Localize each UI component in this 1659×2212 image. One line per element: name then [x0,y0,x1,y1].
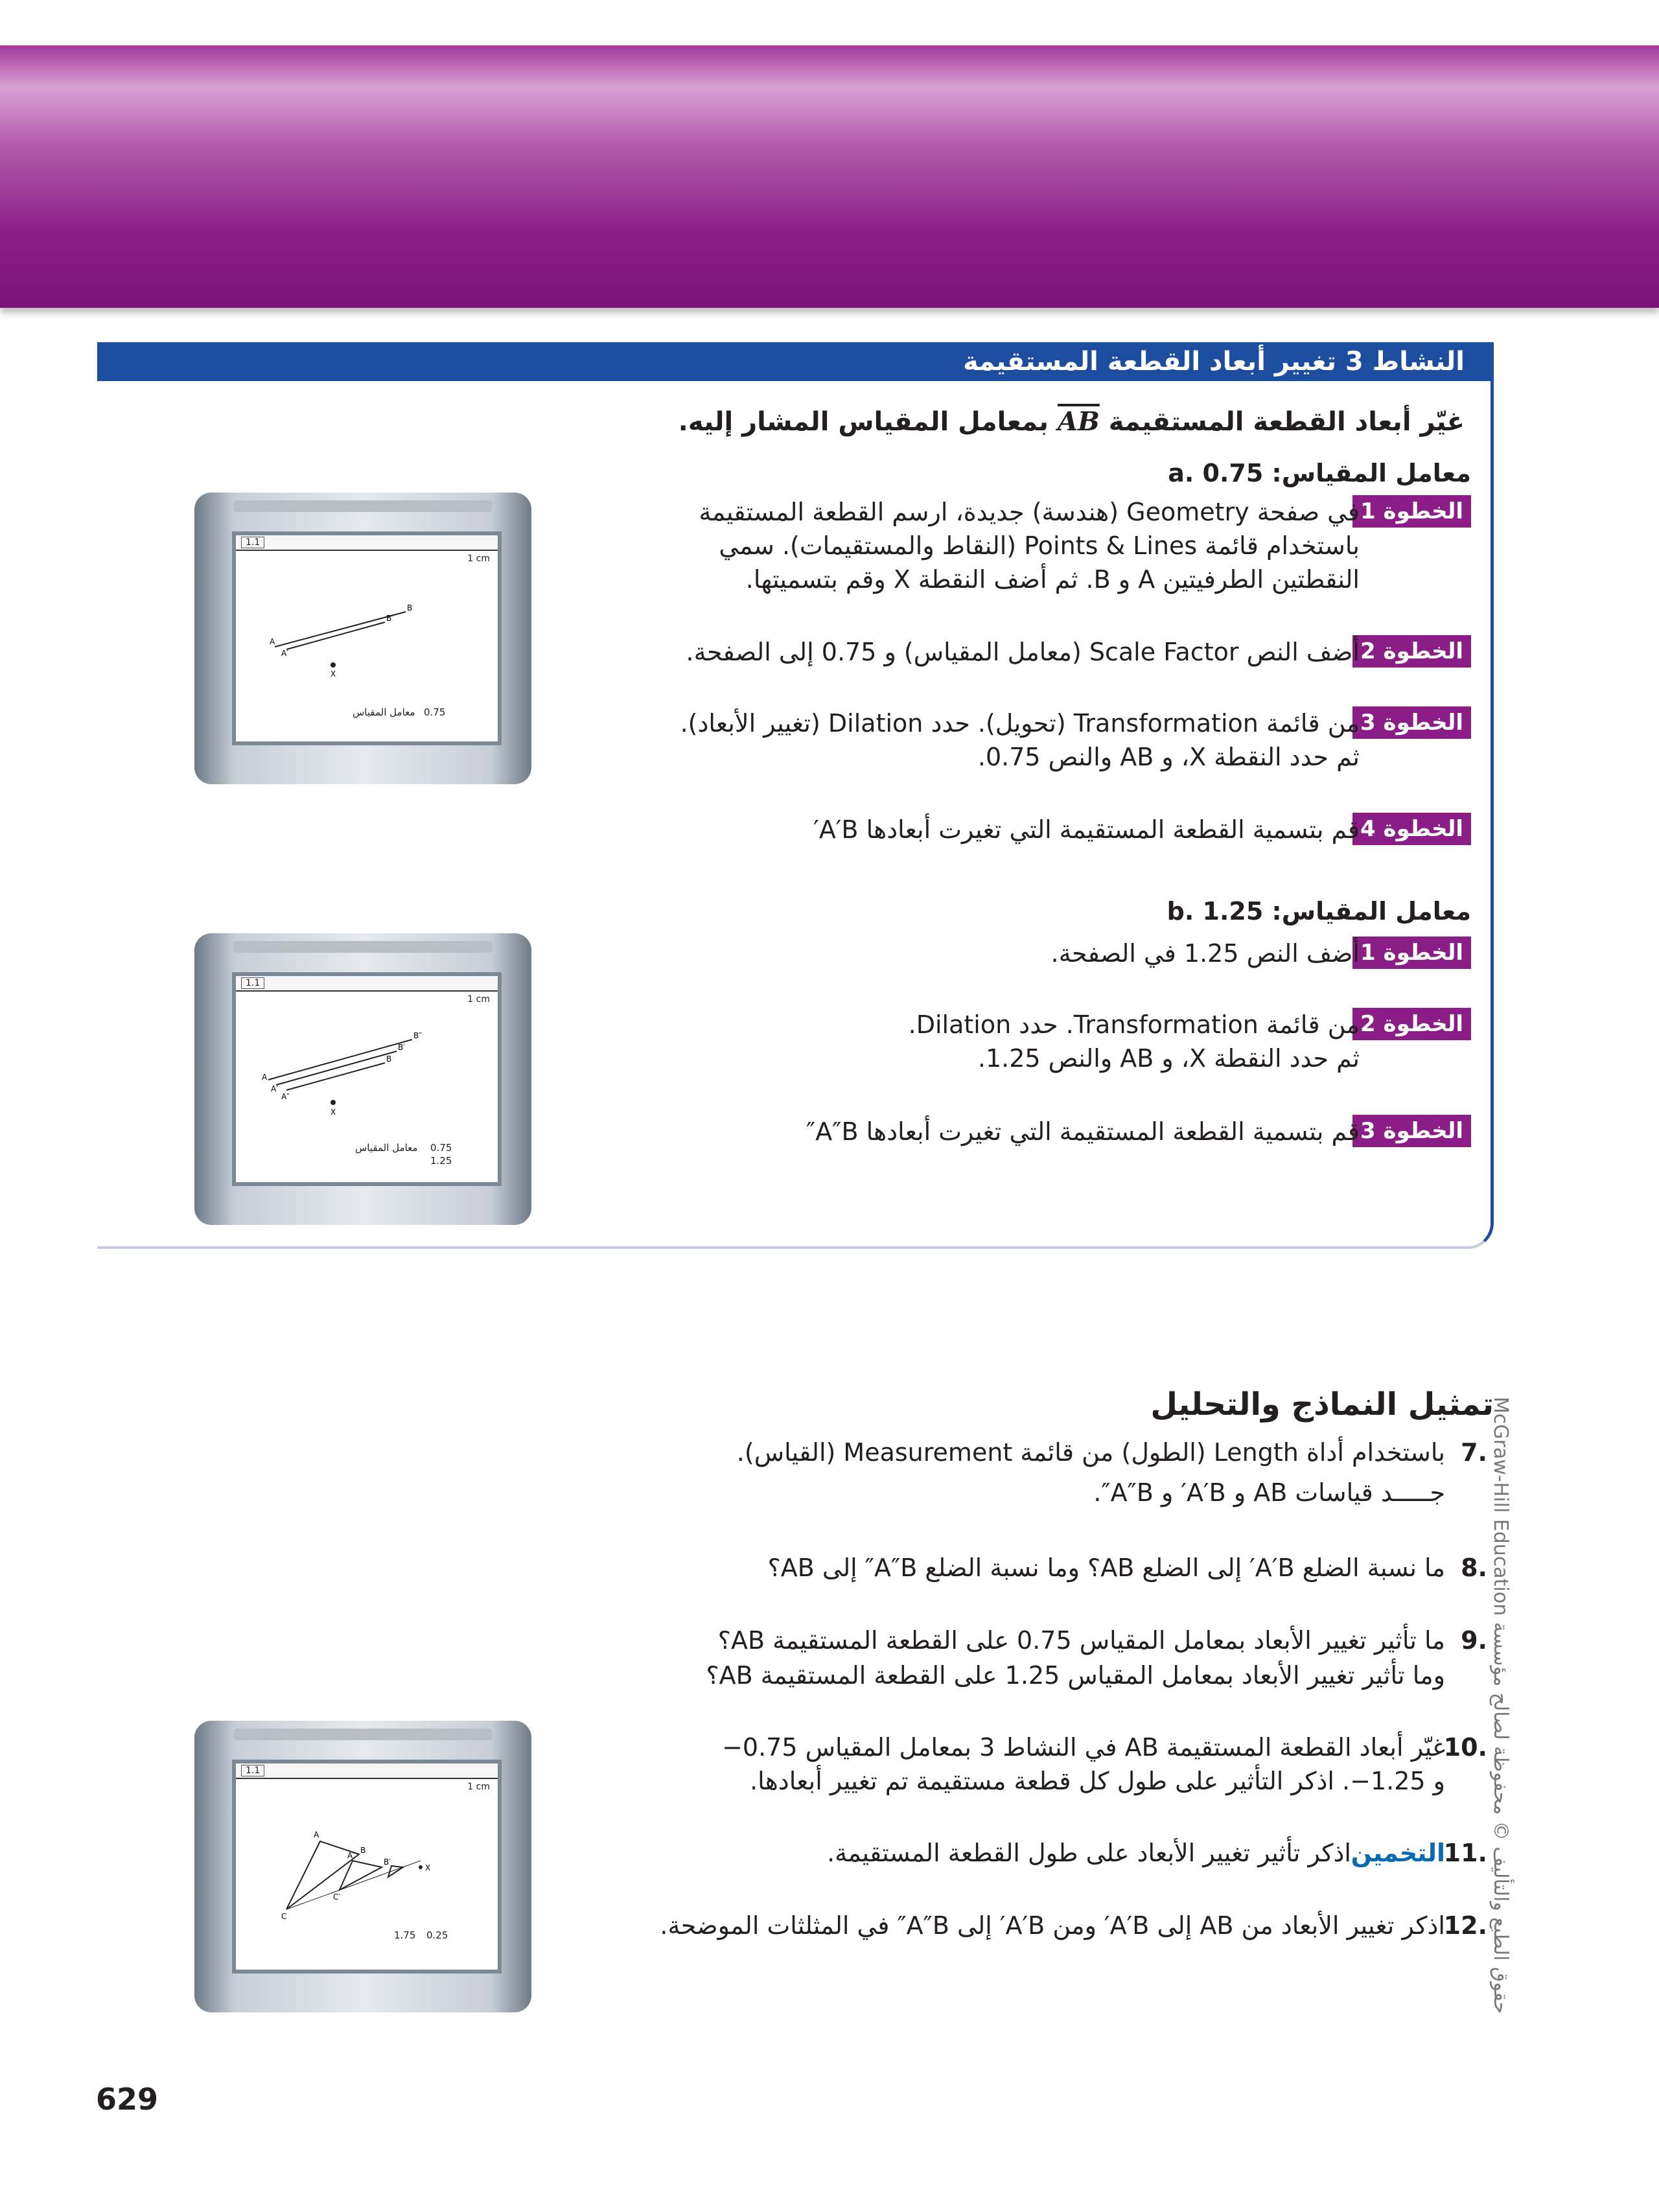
point-label: B′ [386,614,393,623]
point-label: C′ [333,1892,341,1902]
part-b-heading: b. معامل المقياس: 1.25 [1166,897,1471,926]
step-text: قم بتسمية القطعة المستقيمة التي تغيرت أبعادها A″B″ [806,1117,1360,1146]
question-text: ما نسبة الضلع A′B′ إلى الضلع AB؟ وما نسبة الضلع A″B″ إلى AB؟ [767,1554,1445,1582]
conjecture-label: التخمين [1351,1839,1445,1867]
calculator-screen [232,531,502,745]
unit-label: 1 cm [467,994,490,1005]
point-label: A [262,1073,268,1082]
part-a-heading: a. معامل المقياس: 0.75 [1168,459,1471,487]
step-text: من قائمة Transformation (تحويل). حدد Dilation (تغيير الأبعاد). [680,709,1360,738]
question-text: اذكر تغيير الأبعاد من AB إلى A′B′ ومن A′B′ إلى A″B″ في المثلثات الموضحة. [660,1911,1445,1940]
scale-factor-value: 0.75 [430,1142,452,1154]
point-label: B [360,1846,366,1855]
calculator-screenshot [194,493,531,784]
page-tab: 1.1 [241,1765,264,1776]
unit-label: 1 cm [467,1782,490,1792]
question-text: غيّر أبعاد القطعة المستقيمة AB في النشاط 3 بمعامل المقياس 0.75− [722,1733,1445,1762]
question-number: 9. [1461,1626,1487,1655]
scale-factor-label: معامل المقياس [353,706,415,718]
question-number: 11. [1443,1839,1487,1867]
point-label: A′ [271,1084,278,1093]
activity-title: النشاط 3 تغيير أبعاد القطعة المستقيمة [97,342,1491,381]
step-text: في صفحة Geometry (هندسة) جديدة، ارسم القطعة المستقيمة [699,498,1360,526]
step-text: أضف النص 1.25 في الصفحة. [1050,939,1360,968]
point-label: A [270,637,275,646]
point-label: A′ [347,1851,354,1860]
step-label: الخطوة 1 [1352,495,1471,528]
copyright-side-text: McGraw-Hill Education حقوق الطبع والتأليف © محفوظة لصالح مؤسسة [1489,1397,1512,2014]
page-tab: 1.1 [241,977,264,989]
step-label: الخطوة 3 [1352,706,1471,739]
point-label: X [331,1108,336,1117]
point-label: C [281,1912,287,1921]
header-banner [0,45,1659,308]
point-label: B [386,1054,392,1064]
scale-factor-value: 0.75 [424,706,446,718]
point-label: X [425,1863,431,1872]
question-text: و 1.25−. اذكر التأثير على طول كل قطعة مستقيمة تم تغيير أبعادها. [750,1767,1445,1795]
question-number: 8. [1461,1554,1487,1582]
question-number: 10. [1443,1733,1487,1762]
section-heading: تمثيل النماذج والتحليل [1150,1386,1494,1423]
page-number: 629 [96,2082,159,2117]
scale-factor-value: 0.25 [426,1929,448,1941]
calculator-screen [232,972,502,1186]
calculator-screenshot [194,933,531,1225]
step-text: من قائمة Transformation. حدد Dilation. [908,1010,1360,1039]
scale-factor-label: معامل المقياس [355,1142,418,1154]
step-text: النقطتين الطرفيتين A و B. ثم أضف النقطة X وقم بتسميتها. [745,565,1360,594]
step-label: الخطوة 1 [1352,937,1471,969]
activity-intro: غيّر أبعاد القطعة المستقيمة AB بمعامل المقياس المشار إليه. [678,406,1465,437]
point-label: X [331,669,336,679]
question-text: ما تأثير تغيير الأبعاد بمعامل المقياس 0.75 على القطعة المستقيمة AB؟ [717,1626,1445,1655]
calculator-screen [232,1760,502,1973]
question-number: 7. [1461,1438,1487,1467]
point-label: B″ [413,1031,422,1040]
step-label: الخطوة 4 [1352,813,1471,845]
question-text: جـــــد قياسات AB و A′B′ و A″B″. [1093,1478,1445,1507]
unit-label: 1 cm [467,553,490,564]
step-text: ثم حدد النقطة X، و AB والنص 1.25. [977,1044,1360,1073]
scale-factor-value: 1.75 [394,1929,416,1941]
scale-factor-value: 1.25 [430,1155,452,1167]
point-label: B [407,603,413,612]
page-tab: 1.1 [241,537,264,548]
step-label: الخطوة 2 [1352,1008,1471,1040]
geometry-drawing [236,1764,498,1970]
question-number: 12. [1443,1911,1487,1940]
question-text: اذكر تأثير تغيير الأبعاد على طول القطعة المستقيمة. [827,1839,1351,1867]
step-text: أضف النص Scale Factor (معامل المقياس) و 0.75 إلى الصفحة. [686,638,1360,666]
step-label: الخطوة 2 [1352,635,1471,668]
step-text: قم بتسمية القطعة المستقيمة التي تغيرت أبعادها A′B′ [813,815,1360,844]
calculator-screenshot [194,1721,531,2012]
step-text: ثم حدد النقطة X، و AB والنص 0.75. [977,743,1360,771]
question-text: باستخدام أداة Length (الطول) من قائمة Measurement (القياس). [736,1438,1445,1467]
point-label: B′ [398,1043,405,1052]
step-label: الخطوة 3 [1352,1115,1471,1147]
point-label: A′ [281,649,288,658]
point-label: A [314,1830,319,1839]
question-text: وما تأثير تغيير الأبعاد بمعامل المقياس 1.25 على القطعة المستقيمة AB؟ [706,1661,1445,1690]
point-label: B′ [384,1857,391,1867]
point-label: A″ [281,1092,290,1101]
step-text: باستخدام قائمة Points & Lines (النقاط والمستقيمات). سمي [719,531,1360,560]
